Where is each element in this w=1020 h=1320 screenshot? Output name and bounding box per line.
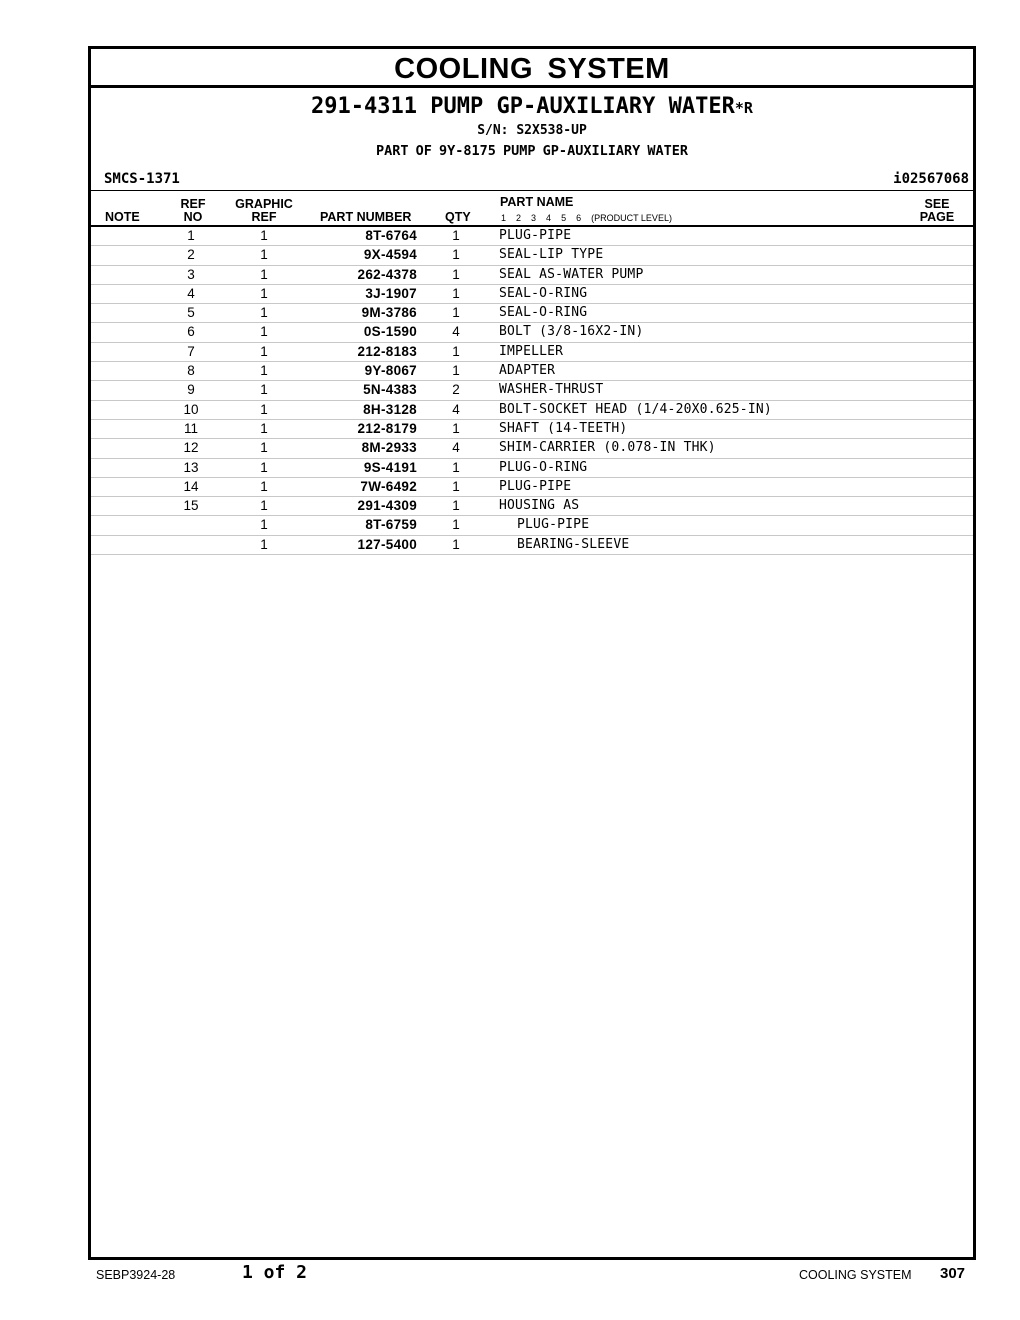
ref-no-cell: 12 — [183, 440, 199, 456]
ref-no-cell: 14 — [183, 478, 199, 494]
part-number-cell[interactable]: 212-8179 — [357, 420, 417, 436]
table-row — [91, 362, 973, 381]
part-number-cell[interactable]: 9S-4191 — [363, 459, 417, 475]
table-row — [91, 266, 973, 285]
qty-cell: 1 — [452, 228, 460, 243]
ref-no-cell: 8 — [187, 363, 195, 379]
header-graphic-bottom: REF — [251, 210, 277, 224]
part-name-cell: BEARING-SLEEVE — [517, 536, 630, 552]
ref-no-cell: 7 — [187, 343, 195, 359]
table-row — [91, 227, 973, 246]
table-row — [91, 246, 973, 265]
graphic-ref-cell: 1 — [260, 401, 268, 417]
qty-cell: 4 — [452, 440, 460, 456]
graphic-ref-cell: 1 — [260, 266, 268, 282]
level-4: 4 — [546, 213, 552, 223]
part-number-cell[interactable]: 8H-3128 — [363, 401, 417, 417]
product-level-label: (PRODUCT LEVEL) — [591, 213, 672, 223]
parts-table — [91, 227, 973, 555]
part-name-cell: SEAL-LIP TYPE — [499, 247, 604, 263]
part-of-line: PART OF 9Y-8175 PUMP GP-AUXILIARY WATER — [376, 143, 688, 159]
part-number-cell[interactable]: 9M-3786 — [361, 305, 417, 321]
qty-cell: 1 — [452, 459, 460, 475]
table-row — [91, 420, 973, 439]
graphic-ref-cell: 1 — [260, 536, 268, 552]
ref-no-cell: 1 — [187, 228, 195, 243]
section-title: COOLING SYSTEM — [91, 49, 973, 88]
footer-page-number: 307 — [940, 1265, 966, 1282]
level-3: 3 — [531, 213, 537, 223]
header-qty: QTY — [445, 210, 471, 224]
graphic-ref-cell: 1 — [260, 228, 268, 243]
table-row — [91, 323, 973, 342]
part-number-cell[interactable]: 9X-4594 — [363, 247, 417, 263]
level-2: 2 — [516, 213, 522, 223]
part-number-cell[interactable]: 5N-4383 — [363, 382, 417, 398]
qty-cell: 1 — [452, 285, 460, 301]
table-row — [91, 439, 973, 458]
qty-cell: 1 — [452, 363, 460, 379]
header-graphic-top: GRAPHIC — [235, 197, 293, 211]
ref-no-cell: 13 — [183, 459, 199, 475]
ref-no-cell: 5 — [187, 305, 195, 321]
part-number-cell[interactable]: 127-5400 — [357, 536, 417, 552]
table-row — [91, 459, 973, 478]
ref-no-cell: 11 — [183, 420, 198, 436]
part-number-cell[interactable]: 8T-6764 — [365, 228, 417, 243]
ref-no-cell: 10 — [183, 401, 199, 417]
group-suffix: *R — [734, 99, 753, 117]
header-part-name: PART NAME — [500, 195, 574, 209]
header-ref-bottom: NO — [183, 210, 203, 224]
header-ref-top: REF — [180, 197, 206, 211]
table-row — [91, 343, 973, 362]
smcs-code: SMCS-1371 — [104, 171, 180, 187]
part-name-cell: ADAPTER — [499, 363, 556, 379]
level-6: 6 — [576, 213, 582, 223]
part-number-cell[interactable]: 8M-2933 — [361, 440, 417, 456]
header-divider — [91, 190, 973, 191]
ref-no-cell: 2 — [187, 247, 195, 263]
qty-cell: 1 — [452, 343, 460, 359]
part-number-cell[interactable]: 9Y-8067 — [364, 363, 417, 379]
header-see-top: SEE — [924, 197, 950, 211]
part-name-cell: PLUG-PIPE — [499, 478, 572, 494]
table-row — [91, 304, 973, 323]
graphic-ref-cell: 1 — [260, 478, 268, 494]
illustration-id: i02567068 — [893, 171, 969, 187]
header-see-bottom: PAGE — [919, 210, 955, 224]
qty-cell: 2 — [452, 382, 460, 398]
part-name-cell: SHAFT (14-TEETH) — [499, 420, 628, 436]
graphic-ref-cell: 1 — [260, 498, 268, 514]
table-row — [91, 516, 973, 535]
group-number[interactable]: 291-4311 — [311, 94, 417, 119]
qty-cell: 1 — [452, 517, 460, 533]
part-number-cell[interactable]: 262-4378 — [357, 266, 417, 282]
graphic-ref-cell: 1 — [260, 440, 268, 456]
ref-no-cell: 6 — [187, 324, 195, 340]
graphic-ref-cell: 1 — [260, 459, 268, 475]
part-name-cell: PLUG-PIPE — [499, 228, 572, 243]
graphic-ref-cell: 1 — [260, 517, 268, 533]
part-name-cell: SEAL AS-WATER PUMP — [499, 266, 644, 282]
graphic-ref-cell: 1 — [260, 343, 268, 359]
header-part-number: PART NUMBER — [320, 210, 412, 224]
group-name: PUMP GP-AUXILIARY WATER — [430, 94, 735, 119]
serial-number-range: S/N: S2X538-UP — [477, 123, 587, 138]
qty-cell: 1 — [452, 266, 460, 282]
table-row — [91, 478, 973, 497]
graphic-ref-cell: 1 — [260, 363, 268, 379]
part-number-cell[interactable]: 212-8183 — [357, 343, 417, 359]
qty-cell: 1 — [452, 478, 460, 494]
part-name-cell: BOLT (3/8-16X2-IN) — [499, 324, 644, 340]
qty-cell: 1 — [452, 498, 460, 514]
table-row — [91, 381, 973, 400]
part-name-cell: BOLT-SOCKET HEAD (1/4-20X0.625-IN) — [499, 401, 772, 417]
group-title — [91, 93, 973, 122]
graphic-ref-cell: 1 — [260, 247, 268, 263]
table-row — [91, 536, 973, 555]
ref-no-cell: 15 — [183, 498, 199, 514]
part-name-cell: SEAL-O-RING — [499, 285, 588, 301]
part-name-cell: WASHER-THRUST — [499, 382, 604, 398]
qty-cell: 1 — [452, 247, 460, 263]
graphic-ref-cell: 1 — [260, 324, 268, 340]
qty-cell: 1 — [452, 420, 460, 436]
table-row — [91, 497, 973, 516]
graphic-ref-cell: 1 — [260, 420, 268, 436]
part-number-cell[interactable]: 7W-6492 — [360, 478, 417, 494]
qty-cell: 4 — [452, 324, 460, 340]
part-name-cell: PLUG-O-RING — [499, 459, 588, 475]
product-levels — [501, 213, 672, 223]
part-name-cell: HOUSING AS — [499, 498, 580, 514]
graphic-ref-cell: 1 — [260, 285, 268, 301]
level-5: 5 — [561, 213, 567, 223]
qty-cell: 1 — [452, 536, 460, 552]
qty-cell: 4 — [452, 401, 460, 417]
part-name-cell: IMPELLER — [499, 343, 564, 359]
table-row — [91, 401, 973, 420]
ref-no-cell: 4 — [187, 285, 195, 301]
part-number-cell[interactable]: 0S-1590 — [363, 324, 417, 340]
footer-doc-id: SEBP3924-28 — [96, 1268, 176, 1282]
part-number-cell[interactable]: 3J-1907 — [365, 285, 417, 301]
ref-no-cell: 9 — [187, 382, 195, 398]
ref-no-cell: 3 — [187, 266, 195, 282]
header-note: NOTE — [105, 210, 140, 224]
page-frame — [88, 46, 976, 1260]
part-number-cell[interactable]: 291-4309 — [357, 498, 417, 514]
part-name-cell: SHIM-CARRIER (0.078-IN THK) — [499, 440, 716, 456]
graphic-ref-cell: 1 — [260, 382, 268, 398]
graphic-ref-cell: 1 — [260, 305, 268, 321]
qty-cell: 1 — [452, 305, 460, 321]
footer-section: COOLING SYSTEM — [799, 1268, 912, 1282]
footer-page-of: 1 of 2 — [242, 1262, 308, 1283]
table-row — [91, 285, 973, 304]
part-number-cell[interactable]: 8T-6759 — [365, 517, 417, 533]
part-name-cell: PLUG-PIPE — [517, 517, 590, 533]
part-name-cell: SEAL-O-RING — [499, 305, 588, 321]
level-1: 1 — [501, 213, 507, 223]
